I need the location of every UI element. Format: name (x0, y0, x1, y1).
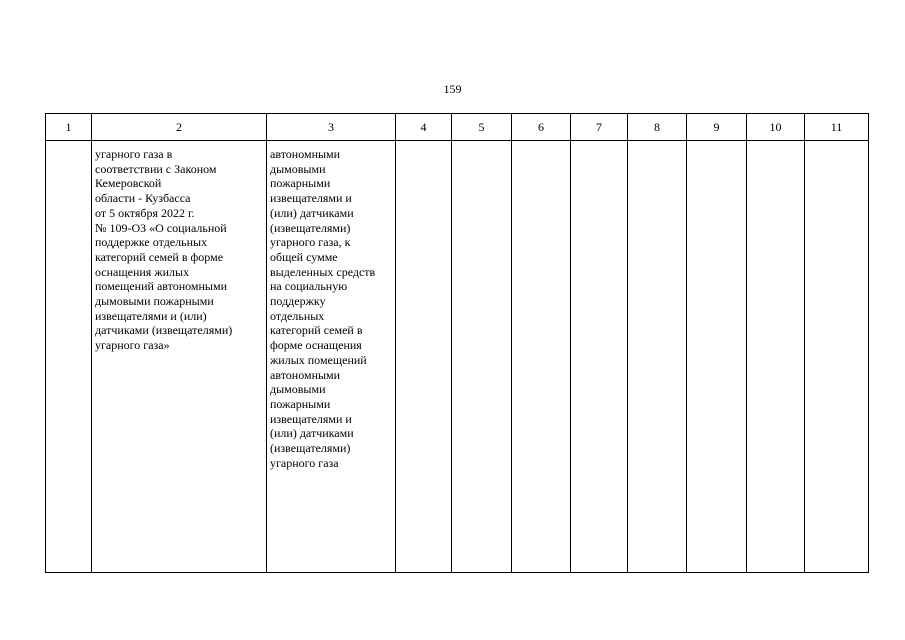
column-header-7: 7 (571, 114, 628, 141)
cell-text-col11 (805, 141, 868, 147)
column-header-8: 8 (628, 114, 687, 141)
data-table (45, 113, 869, 573)
table-cell-col9 (687, 141, 747, 573)
table-header-row (46, 114, 869, 141)
cell-text-col9 (687, 141, 746, 147)
column-header-2: 2 (92, 114, 267, 141)
cell-text-col3: автономными дымовыми пожарными извещателями и (или) датчиками (извещателями) угарного газа, к общей сумме выделенных средств на социальную поддержку отдельных категорий семей в форме оснащения жилых помещений автономными дымовыми пожарными извещателями и (или) датчиками (извещателями) угарного газа (270, 147, 376, 470)
table-cell-col6 (512, 141, 571, 573)
cell-text-col6 (512, 141, 570, 147)
table-cell-col2 (92, 141, 267, 573)
cell-text-col1 (46, 141, 91, 147)
cell-text-col8 (628, 141, 686, 147)
table-cell-col1 (46, 141, 92, 573)
column-header-1: 1 (46, 114, 92, 141)
column-header-5: 5 (452, 114, 512, 141)
column-header-9: 9 (687, 114, 747, 141)
column-header-4: 4 (396, 114, 452, 141)
cell-text-col4 (396, 141, 451, 147)
cell-text-col2: угарного газа в соответствии с Законом Кемеровской области - Кузбасса от 5 октября 2022 г. № 109-ОЗ «О социальной поддержке отдельных категорий семей в форме оснащения жилых помещений автономными дымовыми пожарными извещателями и (или) датчиками (извещателями) угарного газа» (95, 147, 233, 353)
cell-text-col5 (452, 141, 511, 147)
table-cell-col4 (396, 141, 452, 573)
column-header-10: 10 (747, 114, 805, 141)
cell-text-col7 (571, 141, 627, 147)
column-header-3: 3 (267, 114, 396, 141)
table-cell-col10 (747, 141, 805, 573)
table-cell-col5 (452, 141, 512, 573)
table-cell-col11 (805, 141, 869, 573)
column-header-6: 6 (512, 114, 571, 141)
column-header-11: 11 (805, 114, 869, 141)
table-row (46, 141, 869, 573)
table-cell-col3 (267, 141, 396, 573)
table-cell-col7 (571, 141, 628, 573)
page-number: 159 (443, 82, 462, 96)
cell-text-col10 (747, 141, 804, 147)
table-cell-col8 (628, 141, 687, 573)
